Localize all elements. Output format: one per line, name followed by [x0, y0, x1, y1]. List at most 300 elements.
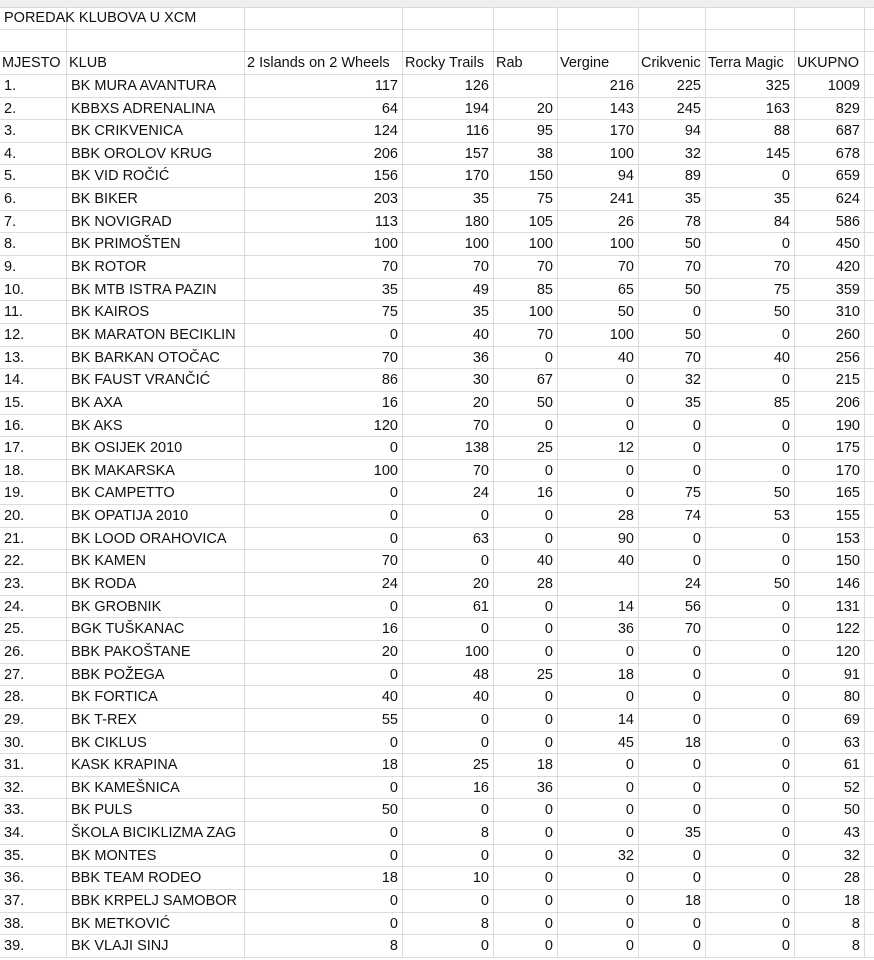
points-cell[interactable]: 0 — [706, 369, 795, 391]
points-cell[interactable]: 94 — [558, 165, 639, 187]
points-cell[interactable]: 70 — [639, 347, 706, 369]
points-cell[interactable]: 18 — [795, 890, 865, 912]
points-cell[interactable]: 32 — [639, 369, 706, 391]
cell[interactable] — [865, 279, 874, 301]
points-cell[interactable]: 0 — [639, 550, 706, 572]
points-cell[interactable]: 8 — [245, 935, 403, 957]
points-cell[interactable]: 36 — [558, 618, 639, 640]
points-cell[interactable]: 0 — [558, 641, 639, 663]
points-cell[interactable]: 8 — [795, 913, 865, 935]
points-cell[interactable]: 65 — [558, 279, 639, 301]
points-cell[interactable]: 63 — [403, 528, 494, 550]
points-cell[interactable]: 0 — [639, 799, 706, 821]
rank-cell[interactable]: 36. — [0, 867, 67, 889]
points-cell[interactable]: 0 — [245, 890, 403, 912]
cell[interactable] — [558, 7, 639, 29]
points-cell[interactable]: 0 — [494, 845, 558, 867]
points-cell[interactable]: 40 — [494, 550, 558, 572]
points-cell[interactable]: 586 — [795, 211, 865, 233]
cell[interactable] — [865, 7, 874, 29]
rank-cell[interactable]: 1. — [0, 75, 67, 97]
points-cell[interactable]: 0 — [245, 913, 403, 935]
points-cell[interactable]: 35 — [245, 279, 403, 301]
points-cell[interactable]: 450 — [795, 233, 865, 255]
cell[interactable] — [865, 777, 874, 799]
rank-cell[interactable]: 28. — [0, 686, 67, 708]
points-cell[interactable]: 36 — [403, 347, 494, 369]
points-cell[interactable]: 25 — [494, 437, 558, 459]
points-cell[interactable]: 0 — [639, 845, 706, 867]
points-cell[interactable]: 67 — [494, 369, 558, 391]
points-cell[interactable]: 0 — [494, 935, 558, 957]
points-cell[interactable]: 0 — [706, 641, 795, 663]
points-cell[interactable]: 0 — [706, 550, 795, 572]
header-cell[interactable]: Rocky Trails — [403, 52, 494, 74]
club-cell[interactable]: BK CAMPETTO — [67, 482, 245, 504]
points-cell[interactable]: 100 — [558, 324, 639, 346]
points-cell[interactable]: 40 — [706, 347, 795, 369]
rank-cell[interactable]: 4. — [0, 143, 67, 165]
points-cell[interactable]: 56 — [639, 596, 706, 618]
points-cell[interactable]: 0 — [639, 913, 706, 935]
rank-cell[interactable]: 12. — [0, 324, 67, 346]
cell[interactable] — [865, 369, 874, 391]
points-cell[interactable]: 36 — [494, 777, 558, 799]
points-cell[interactable]: 70 — [403, 460, 494, 482]
cell[interactable] — [865, 505, 874, 527]
points-cell[interactable] — [558, 573, 639, 595]
points-cell[interactable]: 100 — [403, 641, 494, 663]
cell[interactable] — [865, 935, 874, 957]
points-cell[interactable]: 0 — [558, 799, 639, 821]
points-cell[interactable]: 0 — [706, 845, 795, 867]
cell[interactable] — [865, 233, 874, 255]
cell[interactable] — [795, 7, 865, 29]
cell[interactable] — [67, 30, 245, 52]
points-cell[interactable]: 61 — [795, 754, 865, 776]
points-cell[interactable]: 18 — [245, 867, 403, 889]
points-cell[interactable]: 50 — [795, 799, 865, 821]
points-cell[interactable]: 0 — [494, 641, 558, 663]
rank-cell[interactable]: 22. — [0, 550, 67, 572]
rank-cell[interactable]: 3. — [0, 120, 67, 142]
rank-cell[interactable]: 14. — [0, 369, 67, 391]
points-cell[interactable]: 206 — [795, 392, 865, 414]
points-cell[interactable]: 0 — [558, 415, 639, 437]
club-cell[interactable]: BK GROBNIK — [67, 596, 245, 618]
points-cell[interactable]: 131 — [795, 596, 865, 618]
cell[interactable] — [639, 7, 706, 29]
header-cell[interactable]: Rab — [494, 52, 558, 74]
header-cell[interactable]: 2 Islands on 2 Wheels — [245, 52, 403, 74]
cell[interactable] — [403, 30, 494, 52]
points-cell[interactable]: 0 — [706, 777, 795, 799]
points-cell[interactable]: 0 — [639, 437, 706, 459]
rank-cell[interactable]: 18. — [0, 460, 67, 482]
rank-cell[interactable]: 6. — [0, 188, 67, 210]
rank-cell[interactable]: 7. — [0, 211, 67, 233]
club-cell[interactable]: BBK POŽEGA — [67, 664, 245, 686]
points-cell[interactable]: 0 — [706, 415, 795, 437]
points-cell[interactable]: 24 — [245, 573, 403, 595]
rank-cell[interactable]: 27. — [0, 664, 67, 686]
points-cell[interactable]: 420 — [795, 256, 865, 278]
points-cell[interactable]: 0 — [494, 686, 558, 708]
points-cell[interactable]: 85 — [706, 392, 795, 414]
points-cell[interactable]: 0 — [494, 415, 558, 437]
points-cell[interactable]: 18 — [639, 732, 706, 754]
club-cell[interactable]: BK MAKARSKA — [67, 460, 245, 482]
points-cell[interactable]: 120 — [795, 641, 865, 663]
cell[interactable] — [865, 550, 874, 572]
points-cell[interactable]: 0 — [245, 732, 403, 754]
points-cell[interactable]: 40 — [403, 324, 494, 346]
rank-cell[interactable]: 20. — [0, 505, 67, 527]
points-cell[interactable]: 0 — [639, 777, 706, 799]
points-cell[interactable]: 32 — [639, 143, 706, 165]
points-cell[interactable]: 203 — [245, 188, 403, 210]
points-cell[interactable]: 32 — [795, 845, 865, 867]
cell[interactable] — [865, 188, 874, 210]
points-cell[interactable]: 0 — [558, 822, 639, 844]
points-cell[interactable]: 32 — [558, 845, 639, 867]
points-cell[interactable]: 25 — [494, 664, 558, 686]
points-cell[interactable]: 49 — [403, 279, 494, 301]
cell[interactable] — [865, 890, 874, 912]
cell[interactable] — [67, 7, 245, 29]
cell[interactable] — [865, 460, 874, 482]
points-cell[interactable]: 687 — [795, 120, 865, 142]
points-cell[interactable]: 0 — [706, 867, 795, 889]
points-cell[interactable]: 0 — [494, 709, 558, 731]
cell[interactable] — [706, 7, 795, 29]
points-cell[interactable]: 55 — [245, 709, 403, 731]
points-cell[interactable]: 0 — [245, 664, 403, 686]
points-cell[interactable]: 24 — [639, 573, 706, 595]
points-cell[interactable]: 0 — [558, 482, 639, 504]
cell[interactable] — [865, 437, 874, 459]
points-cell[interactable]: 0 — [245, 482, 403, 504]
rank-cell[interactable]: 8. — [0, 233, 67, 255]
club-cell[interactable]: KBBXS ADRENALINA — [67, 98, 245, 120]
points-cell[interactable]: 100 — [245, 460, 403, 482]
points-cell[interactable]: 0 — [494, 799, 558, 821]
cell[interactable] — [494, 30, 558, 52]
points-cell[interactable]: 216 — [558, 75, 639, 97]
points-cell[interactable]: 0 — [245, 437, 403, 459]
club-cell[interactable]: BK FORTICA — [67, 686, 245, 708]
club-cell[interactable]: BK CIKLUS — [67, 732, 245, 754]
points-cell[interactable]: 35 — [639, 392, 706, 414]
points-cell[interactable]: 190 — [795, 415, 865, 437]
points-cell[interactable]: 829 — [795, 98, 865, 120]
club-cell[interactable]: BK FAUST VRANČIĆ — [67, 369, 245, 391]
points-cell[interactable]: 0 — [706, 686, 795, 708]
rank-cell[interactable]: 29. — [0, 709, 67, 731]
points-cell[interactable]: 0 — [494, 505, 558, 527]
club-cell[interactable]: BK KAIROS — [67, 301, 245, 323]
points-cell[interactable]: 18 — [639, 890, 706, 912]
points-cell[interactable]: 170 — [795, 460, 865, 482]
cell[interactable] — [865, 98, 874, 120]
rank-cell[interactable]: 16. — [0, 415, 67, 437]
points-cell[interactable]: 0 — [494, 822, 558, 844]
points-cell[interactable]: 89 — [639, 165, 706, 187]
points-cell[interactable]: 175 — [795, 437, 865, 459]
points-cell[interactable]: 40 — [245, 686, 403, 708]
points-cell[interactable]: 26 — [558, 211, 639, 233]
points-cell[interactable]: 359 — [795, 279, 865, 301]
points-cell[interactable]: 0 — [558, 935, 639, 957]
points-cell[interactable]: 260 — [795, 324, 865, 346]
points-cell[interactable]: 0 — [494, 460, 558, 482]
cell[interactable] — [865, 913, 874, 935]
points-cell[interactable]: 100 — [494, 301, 558, 323]
points-cell[interactable]: 157 — [403, 143, 494, 165]
points-cell[interactable]: 206 — [245, 143, 403, 165]
points-cell[interactable]: 40 — [558, 347, 639, 369]
club-cell[interactable]: BK VLAJI SINJ — [67, 935, 245, 957]
points-cell[interactable]: 0 — [494, 618, 558, 640]
points-cell[interactable]: 35 — [403, 301, 494, 323]
club-cell[interactable]: BK MTB ISTRA PAZIN — [67, 279, 245, 301]
points-cell[interactable]: 75 — [706, 279, 795, 301]
header-cell[interactable]: Crikvenic — [639, 52, 706, 74]
points-cell[interactable]: 84 — [706, 211, 795, 233]
points-cell[interactable]: 0 — [494, 867, 558, 889]
club-cell[interactable]: BK BIKER — [67, 188, 245, 210]
points-cell[interactable]: 145 — [706, 143, 795, 165]
cell[interactable] — [865, 641, 874, 663]
points-cell[interactable]: 88 — [706, 120, 795, 142]
points-cell[interactable]: 30 — [403, 369, 494, 391]
club-cell[interactable]: BK T-REX — [67, 709, 245, 731]
points-cell[interactable]: 100 — [403, 233, 494, 255]
points-cell[interactable]: 14 — [558, 596, 639, 618]
points-cell[interactable]: 153 — [795, 528, 865, 550]
cell[interactable] — [0, 30, 67, 52]
club-cell[interactable]: BK OSIJEK 2010 — [67, 437, 245, 459]
points-cell[interactable]: 50 — [558, 301, 639, 323]
cell[interactable] — [865, 30, 874, 52]
points-cell[interactable]: 45 — [558, 732, 639, 754]
cell[interactable] — [865, 120, 874, 142]
rank-cell[interactable]: 33. — [0, 799, 67, 821]
points-cell[interactable]: 0 — [639, 664, 706, 686]
points-cell[interactable]: 0 — [639, 867, 706, 889]
points-cell[interactable]: 50 — [245, 799, 403, 821]
points-cell[interactable]: 0 — [403, 890, 494, 912]
points-cell[interactable] — [494, 75, 558, 97]
club-cell[interactable]: BK RODA — [67, 573, 245, 595]
club-cell[interactable]: BBK OROLOV KRUG — [67, 143, 245, 165]
header-cell[interactable]: Terra Magic — [706, 52, 795, 74]
cell[interactable] — [865, 165, 874, 187]
points-cell[interactable]: 12 — [558, 437, 639, 459]
club-cell[interactable]: BK KAMEŠNICA — [67, 777, 245, 799]
header-cell[interactable]: KLUB — [67, 52, 245, 74]
points-cell[interactable]: 70 — [706, 256, 795, 278]
points-cell[interactable]: 170 — [558, 120, 639, 142]
points-cell[interactable]: 18 — [558, 664, 639, 686]
points-cell[interactable]: 0 — [494, 732, 558, 754]
cell[interactable] — [865, 664, 874, 686]
points-cell[interactable]: 0 — [558, 392, 639, 414]
points-cell[interactable]: 165 — [795, 482, 865, 504]
rank-cell[interactable]: 11. — [0, 301, 67, 323]
points-cell[interactable]: 70 — [639, 618, 706, 640]
points-cell[interactable]: 69 — [795, 709, 865, 731]
cell[interactable] — [865, 822, 874, 844]
points-cell[interactable]: 116 — [403, 120, 494, 142]
points-cell[interactable]: 0 — [403, 845, 494, 867]
points-cell[interactable]: 0 — [706, 165, 795, 187]
cell[interactable] — [865, 528, 874, 550]
cell[interactable] — [865, 618, 874, 640]
cell[interactable] — [865, 596, 874, 618]
points-cell[interactable]: 0 — [639, 415, 706, 437]
points-cell[interactable]: 0 — [558, 913, 639, 935]
points-cell[interactable]: 678 — [795, 143, 865, 165]
points-cell[interactable]: 50 — [639, 324, 706, 346]
club-cell[interactable]: BK BARKAN OTOČAC — [67, 347, 245, 369]
points-cell[interactable]: 124 — [245, 120, 403, 142]
cell[interactable] — [245, 30, 403, 52]
points-cell[interactable]: 156 — [245, 165, 403, 187]
points-cell[interactable]: 0 — [706, 437, 795, 459]
points-cell[interactable]: 0 — [245, 596, 403, 618]
points-cell[interactable]: 40 — [558, 550, 639, 572]
points-cell[interactable]: 53 — [706, 505, 795, 527]
rank-cell[interactable]: 30. — [0, 732, 67, 754]
club-cell[interactable]: BBK TEAM RODEO — [67, 867, 245, 889]
points-cell[interactable]: 63 — [795, 732, 865, 754]
club-cell[interactable]: BK VID ROČIĆ — [67, 165, 245, 187]
cell[interactable] — [865, 143, 874, 165]
points-cell[interactable]: 48 — [403, 664, 494, 686]
points-cell[interactable]: 50 — [706, 301, 795, 323]
points-cell[interactable]: 70 — [245, 347, 403, 369]
cell[interactable] — [558, 30, 639, 52]
rank-cell[interactable]: 32. — [0, 777, 67, 799]
club-cell[interactable]: BBK PAKOŠTANE — [67, 641, 245, 663]
points-cell[interactable]: 117 — [245, 75, 403, 97]
points-cell[interactable]: 40 — [403, 686, 494, 708]
points-cell[interactable]: 155 — [795, 505, 865, 527]
points-cell[interactable]: 215 — [795, 369, 865, 391]
points-cell[interactable]: 0 — [403, 505, 494, 527]
points-cell[interactable]: 35 — [639, 822, 706, 844]
cell[interactable] — [865, 211, 874, 233]
rank-cell[interactable]: 26. — [0, 641, 67, 663]
points-cell[interactable]: 0 — [706, 732, 795, 754]
points-cell[interactable]: 43 — [795, 822, 865, 844]
rank-cell[interactable]: 10. — [0, 279, 67, 301]
points-cell[interactable]: 100 — [245, 233, 403, 255]
points-cell[interactable]: 28 — [494, 573, 558, 595]
cell[interactable] — [865, 301, 874, 323]
club-cell[interactable]: BK CRIKVENICA — [67, 120, 245, 142]
points-cell[interactable]: 0 — [403, 732, 494, 754]
points-cell[interactable]: 0 — [403, 709, 494, 731]
points-cell[interactable]: 70 — [245, 550, 403, 572]
club-cell[interactable]: BK OPATIJA 2010 — [67, 505, 245, 527]
points-cell[interactable]: 0 — [403, 618, 494, 640]
points-cell[interactable]: 80 — [795, 686, 865, 708]
points-cell[interactable]: 75 — [494, 188, 558, 210]
points-cell[interactable]: 70 — [494, 256, 558, 278]
points-cell[interactable]: 0 — [639, 754, 706, 776]
points-cell[interactable]: 146 — [795, 573, 865, 595]
points-cell[interactable]: 138 — [403, 437, 494, 459]
points-cell[interactable]: 50 — [706, 573, 795, 595]
points-cell[interactable]: 18 — [494, 754, 558, 776]
points-cell[interactable]: 170 — [403, 165, 494, 187]
club-cell[interactable]: BK MARATON BECIKLIN — [67, 324, 245, 346]
rank-cell[interactable]: 5. — [0, 165, 67, 187]
rank-cell[interactable]: 2. — [0, 98, 67, 120]
rank-cell[interactable]: 39. — [0, 935, 67, 957]
points-cell[interactable]: 52 — [795, 777, 865, 799]
cell[interactable] — [865, 324, 874, 346]
points-cell[interactable]: 0 — [639, 528, 706, 550]
points-cell[interactable]: 24 — [403, 482, 494, 504]
title-cell[interactable] — [0, 7, 197, 29]
points-cell[interactable]: 163 — [706, 98, 795, 120]
cell[interactable] — [245, 7, 403, 29]
rank-cell[interactable]: 13. — [0, 347, 67, 369]
points-cell[interactable]: 78 — [639, 211, 706, 233]
cell[interactable] — [865, 392, 874, 414]
points-cell[interactable]: 70 — [245, 256, 403, 278]
points-cell[interactable]: 0 — [558, 867, 639, 889]
points-cell[interactable]: 0 — [706, 754, 795, 776]
points-cell[interactable]: 0 — [403, 935, 494, 957]
club-cell[interactable]: BK ROTOR — [67, 256, 245, 278]
points-cell[interactable]: 0 — [245, 505, 403, 527]
header-cell[interactable]: MJESTO — [0, 52, 67, 74]
points-cell[interactable]: 624 — [795, 188, 865, 210]
points-cell[interactable]: 70 — [403, 256, 494, 278]
points-cell[interactable]: 0 — [494, 528, 558, 550]
points-cell[interactable]: 18 — [245, 754, 403, 776]
points-cell[interactable]: 0 — [706, 664, 795, 686]
points-cell[interactable]: 105 — [494, 211, 558, 233]
points-cell[interactable]: 143 — [558, 98, 639, 120]
club-cell[interactable]: BBK KRPELJ SAMOBOR — [67, 890, 245, 912]
cell[interactable] — [865, 754, 874, 776]
points-cell[interactable]: 10 — [403, 867, 494, 889]
points-cell[interactable]: 245 — [639, 98, 706, 120]
points-cell[interactable]: 0 — [245, 822, 403, 844]
cell[interactable] — [865, 256, 874, 278]
points-cell[interactable]: 90 — [558, 528, 639, 550]
points-cell[interactable]: 0 — [558, 686, 639, 708]
rank-cell[interactable]: 31. — [0, 754, 67, 776]
club-cell[interactable]: BK PULS — [67, 799, 245, 821]
points-cell[interactable]: 0 — [639, 301, 706, 323]
rank-cell[interactable]: 35. — [0, 845, 67, 867]
club-cell[interactable]: BK MONTES — [67, 845, 245, 867]
points-cell[interactable]: 35 — [639, 188, 706, 210]
points-cell[interactable]: 659 — [795, 165, 865, 187]
points-cell[interactable]: 70 — [639, 256, 706, 278]
points-cell[interactable]: 86 — [245, 369, 403, 391]
cell[interactable] — [865, 482, 874, 504]
points-cell[interactable]: 100 — [558, 143, 639, 165]
points-cell[interactable]: 0 — [639, 686, 706, 708]
cell[interactable] — [865, 686, 874, 708]
